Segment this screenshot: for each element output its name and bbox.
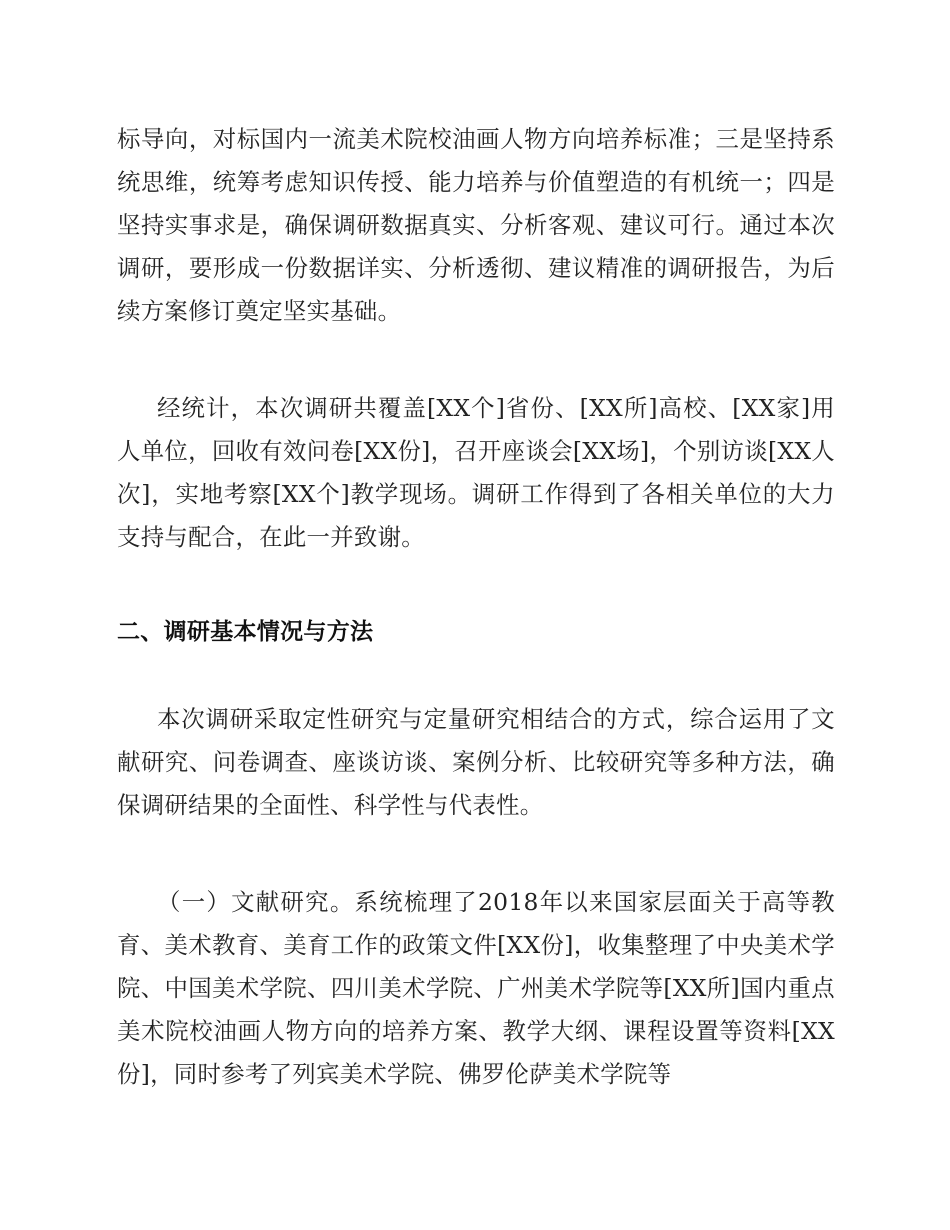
paragraph-literature-research: （一）文献研究。系统梳理了2018年以来国家层面关于高等教育、美术教育、美育工作的政策文件[XX份]，收集整理了中央美术学院、中国美术学院、四川美术学院、广州美术学院等[XX所]国内重点美术院校油画人物方向的培养方案、教学大纲、课程设置等资料[XX份]，同时参考了列宾美术学院、佛罗伦萨美术学院等	[117, 888, 835, 1088]
paragraph-continuation: 标导向，对标国内一流美术院校油画人物方向培养标准；三是坚持系统思维，统筹考虑知识传授、能力培养与价值塑造的有机统一；四是坚持实事求是，确保调研数据真实、分析客观、建议可行。通过本次调研，要形成一份数据详实、分析透彻、建议精准的调研报告，为后续方案修订奠定坚实基础。	[117, 125, 835, 325]
paragraph-statistics: 经统计，本次调研共覆盖[XX个]省份、[XX所]高校、[XX家]用人单位，回收有效问卷[XX份]，召开座谈会[XX场]，个别访谈[XX人次]，实地考察[XX个]教学现场。调研工作得到了各相关单位的大力支持与配合，在此一并致谢。	[117, 394, 835, 551]
document-body	[117, 118, 835, 1096]
paragraph-methods-overview: 本次调研采取定性研究与定量研究相结合的方式，综合运用了文献研究、问卷调查、座谈访谈、案例分析、比较研究等多种方法，确保调研结果的全面性、科学性与代表性。	[117, 705, 835, 819]
section-heading: 二、调研基本情况与方法	[117, 619, 374, 645]
